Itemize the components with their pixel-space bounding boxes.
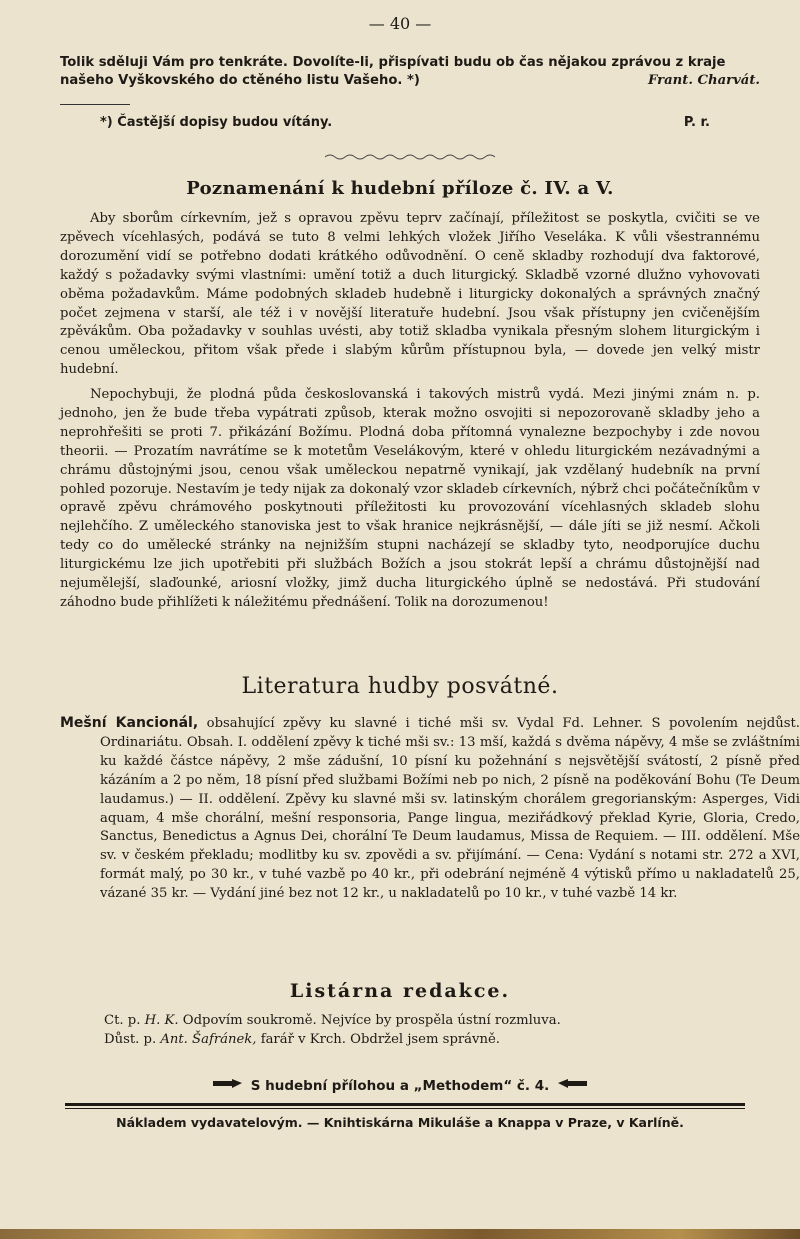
divider-thick	[65, 1103, 745, 1106]
intro-signature: Frant. Charvát.	[648, 73, 760, 88]
letter-entry	[104, 1031, 704, 1050]
notice-text: S hudební přílohou a „Methodem“ č. 4.	[250, 1078, 550, 1094]
letters-list	[104, 1012, 704, 1050]
letter-text: farář v Krch. Obdržel jsem správně.	[260, 1031, 500, 1047]
section-heading-literature: Literatura hudby posvátné.	[241, 674, 559, 699]
letter-name: H. K.	[144, 1013, 179, 1028]
section-heading-musical-supplement: Poznamenání k hudební příloze č. IV. a V.	[186, 178, 614, 199]
kancional-title: Mešní Kancionál,	[60, 715, 199, 731]
section-paragraph-1	[60, 210, 760, 380]
letter-name: Ant. Šafránek,	[160, 1031, 257, 1047]
letter-text: Odpovím soukromě. Nejvíce by prospěla ústní rozmluva.	[182, 1013, 561, 1028]
kancional-text: obsahující zpěvy ku slavné i tiché mši sv. Vydal Fd. Lehner. S povolením nejdůst. Ordinariátu. Obsah. I. oddělení zpěvy k tiché mši sv.: 13 mší, každá s dvěma nápěvy, 4 mše se zvláštními ku každé částce nápěvy, 2 mše zádušní, 10 písní ku požehnání s nejsvětější svátostí, 2 písně před kázáním a 2 po něm, 18 písní před službami Božími neb po nich, 2 písně na poděkování Bohu (Te Deum laudamus.) — II. oddělení. Zpěvy ku slavné mši sv. latinským chorálem gregorianským: Asperges, Vidi aquam, 4 mše chorální, mešní responsoria, Pange lingua, meziřádkový překlad Kyrie, Gloria, Credo, Sanctus, Benedictus a Agnus Dei, chorální Te Deum laudamus, Missa de Requiem. — III. oddělení. Mše sv. v českém překladu; modlitby ku sv. zpovědi a sv. přijímání. — Cena: Vydání s notami str. 272 a XVI, formát malý, po 30 kr., v tuhé vazbě po 40 kr., při odebrání nejméně 4 výtisků přímo u nakladatelů 25, vázané 35 kr. — Vydání jiné bez not 12 kr., u nakladatelů po 10 kr., v tuhé vazbě 14 kr.	[100, 716, 800, 902]
footnote-rule	[60, 104, 130, 105]
letter-entry	[104, 1012, 704, 1031]
footnote-initials: P. r.	[683, 115, 710, 130]
paragraph-text: Aby sborům církevním, jež s opravou zpěvu teprv začínají, příležitost se poskytla, cvičiti se ve zpěvech vícehlasých, podává se tuto 8 velmi lehkých vložek Jiřího Veseláka. K vůli všestrannému dorozumění vidí se potřebno dodati krátkého odůvodnění. O ceně skladby rozhodují dva faktorové, každý s požadavky svými vlastními: umění totiž a duch liturgický. Skladbě vzorné dlužno vyhovovati oběma požadavkům. Máme podobných skladeb hudebně i liturgicky dokonalých a správných značný počet zejmena v starší, ale též i v novější literatuře hudební. Jsou však přístupny jen cvičenějším zpěvákům. Oba požadavky v souhlas uvésti, aby totiž skladba vynikala přesným slohem liturgickým i cenou uměleckou, přitom však přede i slabým kůrům přístupnou byla, — dovede jen velký mistr hudební.	[60, 211, 760, 378]
divider-thin	[65, 1108, 745, 1109]
letter-prefix: Ct. p.	[104, 1013, 141, 1028]
section-heading-letters: Listárna redakce.	[289, 980, 511, 1002]
page-number: — 40 —	[368, 14, 432, 33]
imprint-line: Nákladem vydavatelovým. — Knihtiskárna Mikuláše a Knappa v Praze, v Karlíně.	[116, 1115, 684, 1130]
footnote-text: *) Častější dopisy budou vítány.	[100, 115, 333, 130]
footnote	[100, 115, 710, 130]
letter-prefix: Důst. p.	[104, 1031, 157, 1047]
wavy-divider	[325, 150, 495, 164]
page-bottom-edge	[0, 1229, 800, 1239]
intro-text: Tolik sděluji Vám pro tenkráte. Dovolíte-li, přispívati budu ob čas nějakou zprávou z kraje našeho Vyškovského do ctěného listu Vašeho. *)	[60, 55, 726, 88]
pointing-hand-right-icon	[212, 1078, 246, 1094]
paragraph-text: Nepochybuji, že plodná půda českoslovanská i takových mistrů vydá. Mezi jinými znám n. p. jednoho, jen že bude třeba vypátrati způsob, kterak možno osvojiti si nepozorovaně skladby jeho a neprohřešiti se proti 7. přikázání Božímu. Plodná doba přítomná vynalezne bezpochyby i zde novou theorii. — Prozatím navrátíme se k motetům Veselákovým, které v ohledu liturgickém nezávadnými a chrámu důstojnými jsou, cenou však uměleckou nepatrně vynikají, jak vzdělaný hudebník na první pohled pozoruje. Nestavím je tedy nijak za dokonalý vzor skladeb církevních, nýbrž chci počátečníkům v opravě zpěvu chrámového poskytnouti příležitosti ku provozování vícehlasných skladeb slohu nejlehčího. Z uměleckého stanoviska jest to však hranice nejkrásnější, — dále jíti se již nesmí. Ačkoli tedy co do umělecké stránky na nejnižším stupni nacházejí se skladby tyto, neodporujíce duchu liturgickému lze jich upotřebiti při službách Božích a jsou stokrát lepší a chrámu důstojnější nad nejumělejší, slaďounké, ariosní vložky, jimž ducha liturgického úplně se nedostává. Při studování záhodno bude přihlížeti k náležitému přednášení. Tolik na dorozumenou!	[60, 387, 760, 610]
supplement-notice	[0, 1078, 800, 1094]
intro-paragraph	[60, 54, 760, 90]
pointing-hand-left-icon	[554, 1078, 588, 1094]
kancional-entry	[60, 714, 800, 904]
section-paragraph-2	[60, 386, 760, 613]
